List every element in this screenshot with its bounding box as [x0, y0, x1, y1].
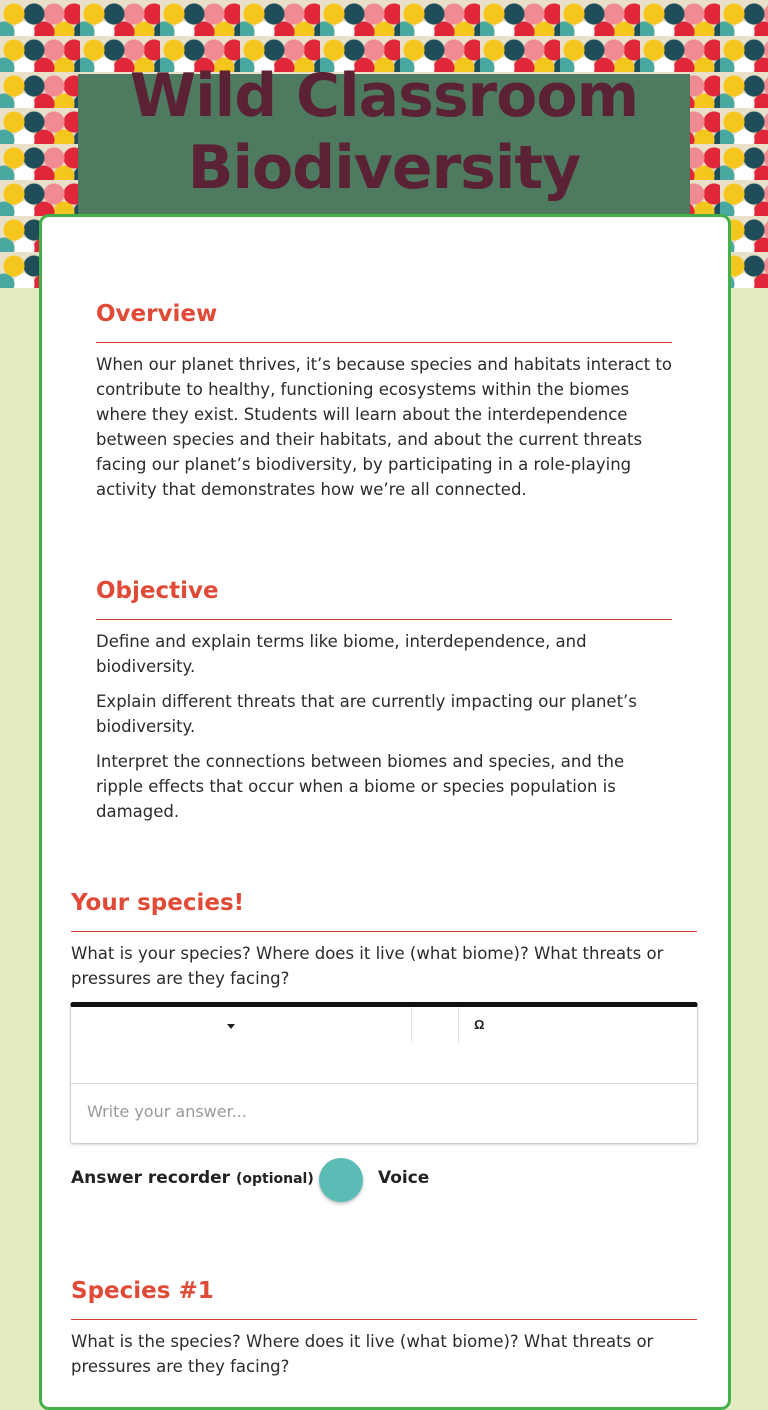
- species-1-divider: [71, 1319, 697, 1320]
- page-title: [78, 60, 690, 204]
- answer-recorder-label: [71, 1168, 327, 1188]
- overview-text: When our planet thrives, it’s because species and habitats interact to contribute to healthy, functioning ecosystems within the biomes where they exist. Students will learn about the interdependence between species and their habitats, and about the current threats facing our planet’s biodiversity, by participating in a role-playing activity that demonstrates how we’re all connected.: [96, 355, 672, 499]
- special-character-button[interactable]: Ω: [474, 1017, 485, 1032]
- answer-input[interactable]: [71, 1084, 697, 1138]
- objective-item-3: Interpret the connections between biomes and species, and the ripple effects that occur when a biome or species population is damaged.: [96, 752, 625, 821]
- objective-item-1: Define and explain terms like biome, interdependence, and biodiversity.: [96, 632, 587, 676]
- page-title-line-2: Biodiversity: [187, 133, 581, 203]
- text-style-dropdown[interactable]: [71, 1007, 411, 1043]
- voice-record-button[interactable]: [319, 1158, 363, 1202]
- voice-label: Voice: [378, 1168, 430, 1188]
- overview-heading: Overview: [96, 301, 218, 327]
- your-species-prompt: What is your species? Where does it live (what biome)? What threats or pressures are they facing?: [71, 944, 664, 988]
- species-1-heading: Species #1: [71, 1278, 214, 1304]
- editor-toolbar: [71, 1007, 697, 1084]
- objective-divider: [96, 619, 672, 620]
- chevron-down-icon: [227, 1024, 235, 1029]
- page-title-line-1: Wild Classroom: [129, 61, 639, 131]
- answer-recorder-optional: (optional): [235, 1171, 314, 1187]
- objective-heading: Objective: [96, 578, 219, 604]
- toolbar-separator: [411, 1007, 412, 1043]
- overview-divider: [96, 342, 672, 343]
- answer-editor: [70, 1002, 698, 1144]
- species-1-prompt: What is the species? Where does it live (what biome)? What threats or pressures are they facing?: [71, 1332, 654, 1376]
- your-species-divider: [71, 931, 697, 932]
- objective-item-2: Explain different threats that are currently impacting our planet’s biodiversity.: [96, 692, 637, 736]
- answer-recorder-title: Answer recorder: [71, 1168, 231, 1188]
- toolbar-separator: [458, 1007, 459, 1043]
- your-species-heading: Your species!: [71, 890, 245, 916]
